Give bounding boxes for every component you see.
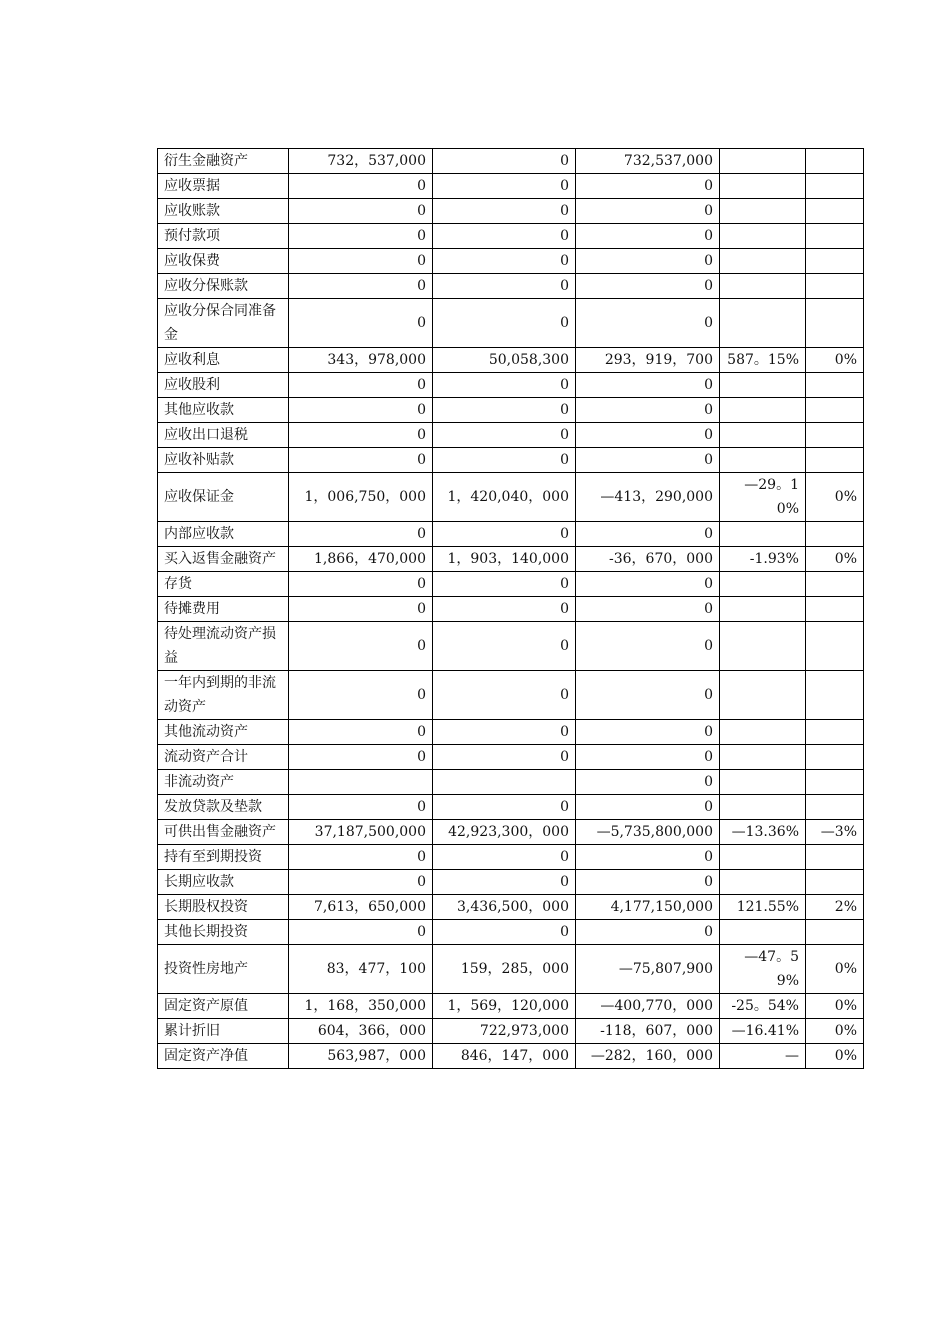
value-cell-c4 bbox=[720, 572, 806, 597]
value-cell-c5 bbox=[806, 249, 864, 274]
table-row bbox=[158, 522, 864, 547]
row-label: 应收股利 bbox=[158, 373, 289, 398]
value-cell-c2: 50,058,300 bbox=[433, 348, 576, 373]
row-label: 固定资产净值 bbox=[158, 1044, 289, 1069]
row-label: 存货 bbox=[158, 572, 289, 597]
row-label: 应收票据 bbox=[158, 174, 289, 199]
value-cell-c1: 0 bbox=[289, 845, 433, 870]
value-cell-c5: 0% bbox=[806, 1019, 864, 1044]
value-cell-c4 bbox=[720, 224, 806, 249]
table-row bbox=[158, 945, 864, 994]
row-label: 可供出售金融资产 bbox=[158, 820, 289, 845]
value-cell-c5 bbox=[806, 398, 864, 423]
value-cell-c5 bbox=[806, 174, 864, 199]
value-cell-c2: 846，147，000 bbox=[433, 1044, 576, 1069]
value-cell-c1: 0 bbox=[289, 274, 433, 299]
value-cell-c5 bbox=[806, 299, 864, 348]
row-label: 发放贷款及垫款 bbox=[158, 795, 289, 820]
value-cell-c2: 0 bbox=[433, 845, 576, 870]
value-cell-c1: 0 bbox=[289, 448, 433, 473]
value-cell-c4 bbox=[720, 671, 806, 720]
value-cell-c5 bbox=[806, 622, 864, 671]
value-cell-c3: —75,807,900 bbox=[576, 945, 720, 994]
value-cell-c2: 0 bbox=[433, 199, 576, 224]
value-cell-c3: 0 bbox=[576, 671, 720, 720]
value-cell-c1: 343，978,000 bbox=[289, 348, 433, 373]
value-cell-c4 bbox=[720, 720, 806, 745]
value-cell-c4 bbox=[720, 597, 806, 622]
table-row bbox=[158, 199, 864, 224]
value-cell-c2: 0 bbox=[433, 448, 576, 473]
table-row bbox=[158, 398, 864, 423]
value-cell-c1: 0 bbox=[289, 398, 433, 423]
table-row bbox=[158, 249, 864, 274]
value-cell-c5 bbox=[806, 597, 864, 622]
value-cell-c2: 0 bbox=[433, 671, 576, 720]
value-cell-c3: 0 bbox=[576, 224, 720, 249]
value-cell-c3: 0 bbox=[576, 622, 720, 671]
value-cell-c1: 0 bbox=[289, 795, 433, 820]
row-label: 应收保费 bbox=[158, 249, 289, 274]
value-cell-c4 bbox=[720, 199, 806, 224]
row-label: 流动资产合计 bbox=[158, 745, 289, 770]
value-cell-c3: 0 bbox=[576, 522, 720, 547]
value-cell-c3: 0 bbox=[576, 274, 720, 299]
value-cell-c5 bbox=[806, 274, 864, 299]
value-cell-c4 bbox=[720, 299, 806, 348]
table-row bbox=[158, 423, 864, 448]
table-row bbox=[158, 895, 864, 920]
value-cell-c4: -1.93% bbox=[720, 547, 806, 572]
row-label: 买入返售金融资产 bbox=[158, 547, 289, 572]
value-cell-c2: 0 bbox=[433, 920, 576, 945]
value-cell-c4: 587。15% bbox=[720, 348, 806, 373]
value-cell-c2: 1，569，120,000 bbox=[433, 994, 576, 1019]
value-cell-c3: 0 bbox=[576, 845, 720, 870]
value-cell-c5: 0% bbox=[806, 348, 864, 373]
value-cell-c2: 0 bbox=[433, 572, 576, 597]
value-cell-c1: 0 bbox=[289, 720, 433, 745]
value-cell-c5: 0% bbox=[806, 945, 864, 994]
value-cell-c2: 0 bbox=[433, 299, 576, 348]
value-cell-c5 bbox=[806, 920, 864, 945]
value-cell-c4 bbox=[720, 522, 806, 547]
value-cell-c2: 0 bbox=[433, 174, 576, 199]
value-cell-c5 bbox=[806, 149, 864, 174]
row-label: 应收分保账款 bbox=[158, 274, 289, 299]
value-cell-c5 bbox=[806, 870, 864, 895]
value-cell-c3: 293，919，700 bbox=[576, 348, 720, 373]
value-cell-c2: 0 bbox=[433, 795, 576, 820]
value-cell-c3: 732,537,000 bbox=[576, 149, 720, 174]
value-cell-c2: 0 bbox=[433, 720, 576, 745]
value-cell-c2: 0 bbox=[433, 870, 576, 895]
value-cell-c2: 0 bbox=[433, 597, 576, 622]
value-cell-c4 bbox=[720, 770, 806, 795]
value-cell-c4 bbox=[720, 745, 806, 770]
value-cell-c2: 0 bbox=[433, 423, 576, 448]
value-cell-c1: 1，168，350,000 bbox=[289, 994, 433, 1019]
value-cell-c2: 0 bbox=[433, 274, 576, 299]
table-row bbox=[158, 845, 864, 870]
value-cell-c4 bbox=[720, 845, 806, 870]
value-cell-c5 bbox=[806, 671, 864, 720]
value-cell-c3: 0 bbox=[576, 720, 720, 745]
value-cell-c5 bbox=[806, 522, 864, 547]
value-cell-c2: 0 bbox=[433, 745, 576, 770]
table-body bbox=[158, 149, 864, 1069]
value-cell-c1: 0 bbox=[289, 920, 433, 945]
value-cell-c5 bbox=[806, 745, 864, 770]
table-row bbox=[158, 572, 864, 597]
value-cell-c4: —29。10% bbox=[720, 473, 806, 522]
row-label: 持有至到期投资 bbox=[158, 845, 289, 870]
table-row bbox=[158, 597, 864, 622]
value-cell-c1: 0 bbox=[289, 249, 433, 274]
value-cell-c4 bbox=[720, 398, 806, 423]
table-row bbox=[158, 473, 864, 522]
row-label: 衍生金融资产 bbox=[158, 149, 289, 174]
table-row bbox=[158, 149, 864, 174]
value-cell-c3: 0 bbox=[576, 597, 720, 622]
value-cell-c1: 0 bbox=[289, 224, 433, 249]
value-cell-c5 bbox=[806, 224, 864, 249]
value-cell-c2: 1，903，140,000 bbox=[433, 547, 576, 572]
row-label: 其他长期投资 bbox=[158, 920, 289, 945]
value-cell-c4 bbox=[720, 174, 806, 199]
value-cell-c5: 0% bbox=[806, 473, 864, 522]
table-row bbox=[158, 994, 864, 1019]
value-cell-c2: 0 bbox=[433, 622, 576, 671]
value-cell-c4 bbox=[720, 149, 806, 174]
value-cell-c1: 0 bbox=[289, 199, 433, 224]
value-cell-c3: 0 bbox=[576, 299, 720, 348]
table-row bbox=[158, 224, 864, 249]
value-cell-c5 bbox=[806, 720, 864, 745]
row-label: 累计折旧 bbox=[158, 1019, 289, 1044]
row-label: 应收保证金 bbox=[158, 473, 289, 522]
value-cell-c1: 1，006,750，000 bbox=[289, 473, 433, 522]
value-cell-c5: —3% bbox=[806, 820, 864, 845]
table-row bbox=[158, 373, 864, 398]
value-cell-c3: 0 bbox=[576, 249, 720, 274]
table-row bbox=[158, 622, 864, 671]
row-label: 待处理流动资产损益 bbox=[158, 622, 289, 671]
value-cell-c2: 42,923,300，000 bbox=[433, 820, 576, 845]
table-row bbox=[158, 770, 864, 795]
value-cell-c5 bbox=[806, 423, 864, 448]
row-label: 应收补贴款 bbox=[158, 448, 289, 473]
table-row bbox=[158, 174, 864, 199]
value-cell-c5 bbox=[806, 199, 864, 224]
value-cell-c2 bbox=[433, 770, 576, 795]
value-cell-c3: -118，607，000 bbox=[576, 1019, 720, 1044]
row-label: 长期应收款 bbox=[158, 870, 289, 895]
row-label: 其他应收款 bbox=[158, 398, 289, 423]
table-row bbox=[158, 671, 864, 720]
value-cell-c3: -36，670，000 bbox=[576, 547, 720, 572]
value-cell-c2: 1，420,040，000 bbox=[433, 473, 576, 522]
value-cell-c2: 0 bbox=[433, 398, 576, 423]
table-row bbox=[158, 720, 864, 745]
value-cell-c1: 1,866，470,000 bbox=[289, 547, 433, 572]
value-cell-c3: 0 bbox=[576, 373, 720, 398]
row-label: 其他流动资产 bbox=[158, 720, 289, 745]
row-label: 一年内到期的非流动资产 bbox=[158, 671, 289, 720]
value-cell-c2: 0 bbox=[433, 149, 576, 174]
balance-sheet-table bbox=[157, 148, 864, 1069]
value-cell-c3: 0 bbox=[576, 398, 720, 423]
value-cell-c4 bbox=[720, 448, 806, 473]
value-cell-c2: 0 bbox=[433, 522, 576, 547]
table-row bbox=[158, 1019, 864, 1044]
value-cell-c3: 0 bbox=[576, 920, 720, 945]
value-cell-c4 bbox=[720, 373, 806, 398]
value-cell-c4: —13.36% bbox=[720, 820, 806, 845]
value-cell-c3: —413，290,000 bbox=[576, 473, 720, 522]
value-cell-c2: 722,973,000 bbox=[433, 1019, 576, 1044]
value-cell-c3: 4,177,150,000 bbox=[576, 895, 720, 920]
value-cell-c1: 0 bbox=[289, 373, 433, 398]
value-cell-c1 bbox=[289, 770, 433, 795]
row-label: 应收账款 bbox=[158, 199, 289, 224]
value-cell-c2: 3,436,500，000 bbox=[433, 895, 576, 920]
value-cell-c1: 0 bbox=[289, 622, 433, 671]
row-label: 投资性房地产 bbox=[158, 945, 289, 994]
table-row bbox=[158, 820, 864, 845]
row-label: 固定资产原值 bbox=[158, 994, 289, 1019]
value-cell-c2: 159，285，000 bbox=[433, 945, 576, 994]
value-cell-c1: 0 bbox=[289, 870, 433, 895]
value-cell-c2: 0 bbox=[433, 249, 576, 274]
value-cell-c5 bbox=[806, 795, 864, 820]
value-cell-c3: 0 bbox=[576, 174, 720, 199]
value-cell-c2: 0 bbox=[433, 373, 576, 398]
value-cell-c5: 0% bbox=[806, 1044, 864, 1069]
value-cell-c5: 0% bbox=[806, 994, 864, 1019]
table-row bbox=[158, 870, 864, 895]
row-label: 非流动资产 bbox=[158, 770, 289, 795]
value-cell-c3: —400,770，000 bbox=[576, 994, 720, 1019]
value-cell-c1: 0 bbox=[289, 174, 433, 199]
value-cell-c5 bbox=[806, 373, 864, 398]
table-row bbox=[158, 547, 864, 572]
value-cell-c2: 0 bbox=[433, 224, 576, 249]
value-cell-c1: 563,987，000 bbox=[289, 1044, 433, 1069]
value-cell-c5 bbox=[806, 845, 864, 870]
value-cell-c3: 0 bbox=[576, 423, 720, 448]
value-cell-c1: 0 bbox=[289, 423, 433, 448]
value-cell-c3: 0 bbox=[576, 870, 720, 895]
value-cell-c1: 0 bbox=[289, 671, 433, 720]
value-cell-c5 bbox=[806, 572, 864, 597]
value-cell-c4 bbox=[720, 423, 806, 448]
value-cell-c1: 0 bbox=[289, 745, 433, 770]
value-cell-c4 bbox=[720, 622, 806, 671]
value-cell-c1: 0 bbox=[289, 572, 433, 597]
value-cell-c1: 0 bbox=[289, 522, 433, 547]
value-cell-c4: 121.55% bbox=[720, 895, 806, 920]
value-cell-c4: -25。54% bbox=[720, 994, 806, 1019]
row-label: 应收利息 bbox=[158, 348, 289, 373]
value-cell-c1: 37,187,500,000 bbox=[289, 820, 433, 845]
value-cell-c4 bbox=[720, 870, 806, 895]
value-cell-c1: 7,613，650,000 bbox=[289, 895, 433, 920]
value-cell-c4: —16.41% bbox=[720, 1019, 806, 1044]
table-row bbox=[158, 1044, 864, 1069]
value-cell-c3: —282，160，000 bbox=[576, 1044, 720, 1069]
table-row bbox=[158, 448, 864, 473]
table-row bbox=[158, 920, 864, 945]
row-label: 内部应收款 bbox=[158, 522, 289, 547]
value-cell-c3: 0 bbox=[576, 572, 720, 597]
value-cell-c4 bbox=[720, 795, 806, 820]
row-label: 预付款项 bbox=[158, 224, 289, 249]
value-cell-c1: 0 bbox=[289, 597, 433, 622]
table-row bbox=[158, 795, 864, 820]
value-cell-c4: —47。59% bbox=[720, 945, 806, 994]
value-cell-c3: 0 bbox=[576, 199, 720, 224]
row-label: 长期股权投资 bbox=[158, 895, 289, 920]
row-label: 应收出口退税 bbox=[158, 423, 289, 448]
table-row bbox=[158, 745, 864, 770]
row-label: 应收分保合同准备金 bbox=[158, 299, 289, 348]
value-cell-c1: 0 bbox=[289, 299, 433, 348]
value-cell-c4 bbox=[720, 274, 806, 299]
value-cell-c3: 0 bbox=[576, 770, 720, 795]
value-cell-c4 bbox=[720, 920, 806, 945]
table-row bbox=[158, 274, 864, 299]
value-cell-c3: 0 bbox=[576, 795, 720, 820]
value-cell-c1: 604，366，000 bbox=[289, 1019, 433, 1044]
value-cell-c5 bbox=[806, 448, 864, 473]
value-cell-c5 bbox=[806, 770, 864, 795]
value-cell-c4: — bbox=[720, 1044, 806, 1069]
value-cell-c5: 0% bbox=[806, 547, 864, 572]
value-cell-c1: 732，537,000 bbox=[289, 149, 433, 174]
row-label: 待摊费用 bbox=[158, 597, 289, 622]
table-row bbox=[158, 348, 864, 373]
value-cell-c3: 0 bbox=[576, 745, 720, 770]
value-cell-c3: 0 bbox=[576, 448, 720, 473]
value-cell-c1: 83，477，100 bbox=[289, 945, 433, 994]
value-cell-c4 bbox=[720, 249, 806, 274]
value-cell-c5: 2% bbox=[806, 895, 864, 920]
table-row bbox=[158, 299, 864, 348]
value-cell-c3: —5,735,800,000 bbox=[576, 820, 720, 845]
